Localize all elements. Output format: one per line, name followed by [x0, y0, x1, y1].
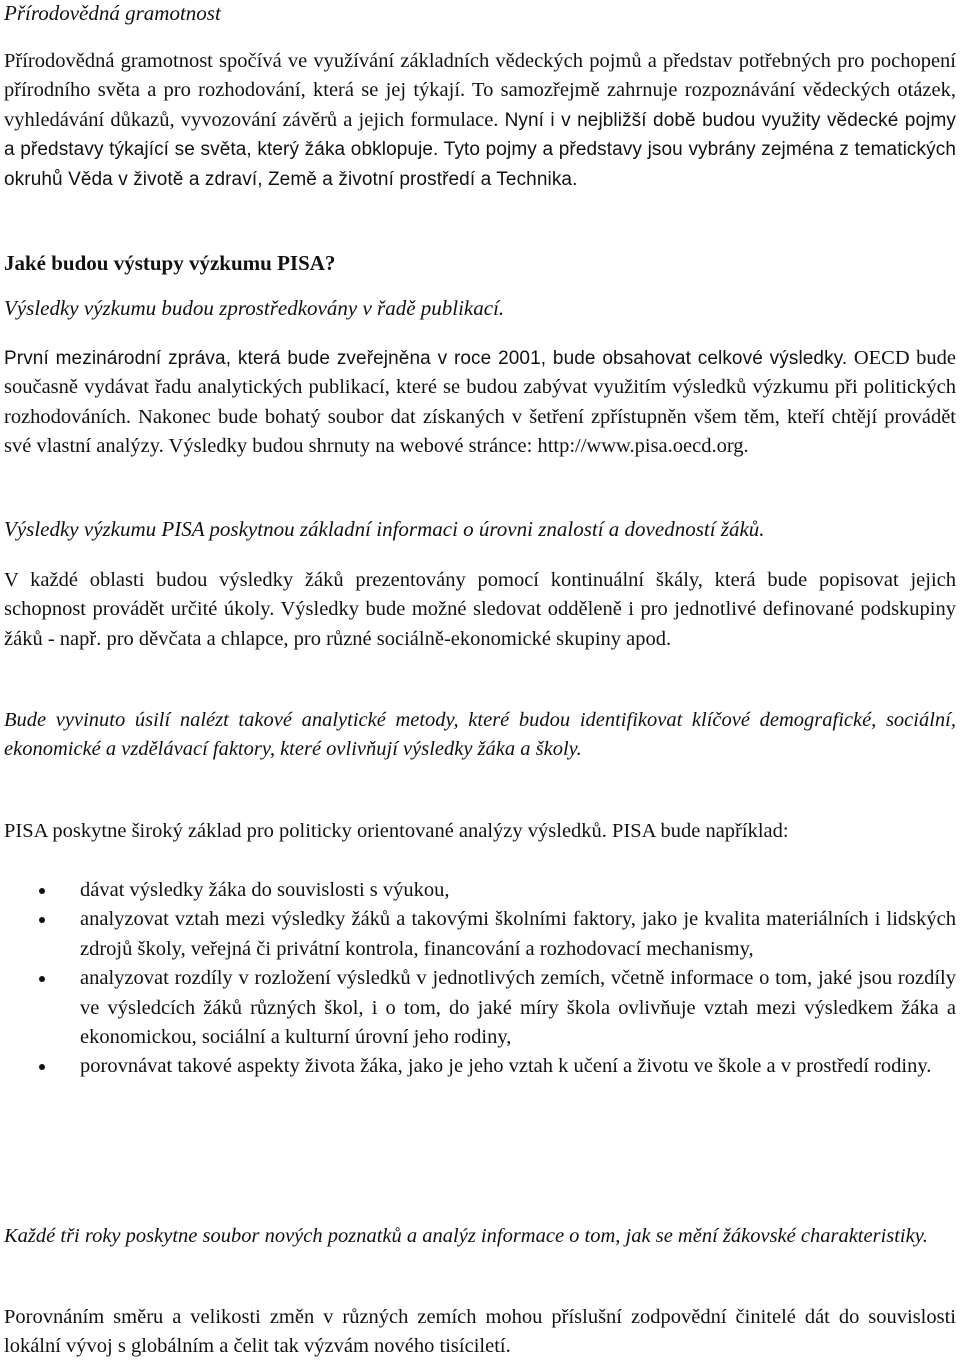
bullet-icon — [39, 976, 45, 982]
bullet-list — [0, 876, 956, 1082]
paragraph-scientific-literacy — [4, 47, 956, 194]
section-heading: Jaké budou výstupy výzkumu PISA? — [4, 251, 336, 275]
bullet-icon — [39, 917, 45, 923]
section-title: Přírodovědná gramotnost — [4, 1, 221, 25]
paragraph-pisa-provides: PISA poskytne široký základ pro politicky orientované analýzy výsledků. PISA bude například: — [4, 820, 789, 842]
list-item: analyzovat rozdíly v rozložení výsledků v jednotlivých zemích, včetně informace o tom, jaké jsou rozdíly ve výsledcích žáků různých škol, i o tom, do jaké míry škola ovlivňuje vztah mezi výsledkem žáka a ekonomickou, sociální a kulturní úrovní jeho rodiny, — [0, 964, 956, 1052]
list-item: dávat výsledky žáka do souvislosti s výukou, — [0, 876, 956, 905]
paragraph-publications — [4, 344, 956, 462]
paragraph-text-sans: První mezinárodní zpráva, která bude zveřejněna v roce 2001, bude obsahovat celkové výsledky. — [4, 348, 848, 369]
list-item: analyzovat vztah mezi výsledky žáků a takovými školními faktory, jako je kvalita materiálních i lidských zdrojů školy, veřejná či privátní kontrola, financování a rozhodovací mechanismy, — [0, 905, 956, 964]
paragraph-comparison: Porovnáním směru a velikosti změn v různých zemích mohou příslušní zodpovědní činitelé dát do souvislosti lokální vývoj s globálním a čelit tak výzvám nového tisíciletí. — [4, 1306, 956, 1358]
paragraph-text-sans: Nyní i v nejbližší době budou využity vědecké pojmy a představy týkající se světa, který žáka obklopuje. — [4, 109, 956, 161]
paragraph-every-three-years: Každé tři roky poskytne soubor nových poznatků a analýz informace o tom, jak se mění žákovské charakteristiky. — [4, 1225, 928, 1247]
italic-statement-publications: Výsledky výzkumu budou zprostředkovány v řadě publikací. — [4, 296, 505, 320]
bullet-icon — [39, 888, 45, 894]
paragraph-analytic-methods: Bude vyvinuto úsilí nalézt takové analytické metody, které budou identifikovat klíčové demografické, sociální, ekonomické a vzdělávací faktory, které ovlivňují výsledky žáka a školy. — [4, 709, 956, 761]
paragraph-text: Přírodovědná gramotnost spočívá ve využívání základních vědeckých pojmů a představ potřebných pro pochopení přírodního světa a pro rozhodování, která se jej týkají. To samozřejmě zahrnuje rozpoznávání vědeckých otázek, vyhledávání důkazů, vyvozování závěrů a jejich formulace. — [4, 50, 956, 131]
list-item: porovnávat takové aspekty života žáka, jako je jeho vztah k učení a životu ve škole a v prostředí rodiny. — [0, 1052, 956, 1081]
paragraph-text: OECD bude současně vydávat řadu analytických publikací, které se budou zabývat využitím výsledků výzkumu při politických rozhodováních. Nakonec bude bohatý soubor dat získaných v šetření zpřístupněn všem těm, kteří chtějí provádět své vlastní analýzy. Výsledky budou shrnuty na webové stránce: http://www.pisa.oecd.org. — [4, 347, 956, 458]
bullet-icon — [39, 1064, 45, 1070]
italic-statement-basic-info: Výsledky výzkumu PISA poskytnou základní informaci o úrovni znalostí a dovedností žáků. — [4, 517, 765, 541]
paragraph-text-sans-2: Tyto pojmy a představy jsou vybrány zejména z tematických okruhů Věda v životě a zdraví, Země a životní prostředí a Technika. — [4, 139, 956, 190]
paragraph-scale: V každé oblasti budou výsledky žáků prezentovány pomocí kontinuální škály, která bude popisovat jejich schopnost provádět určité úkoly. Výsledky bude možné sledovat odděleně i pro jednotlivé definované podskupiny žáků - např. pro děvčata a chlapce, pro různé sociálně-ekonomické skupiny apod. — [4, 569, 956, 650]
